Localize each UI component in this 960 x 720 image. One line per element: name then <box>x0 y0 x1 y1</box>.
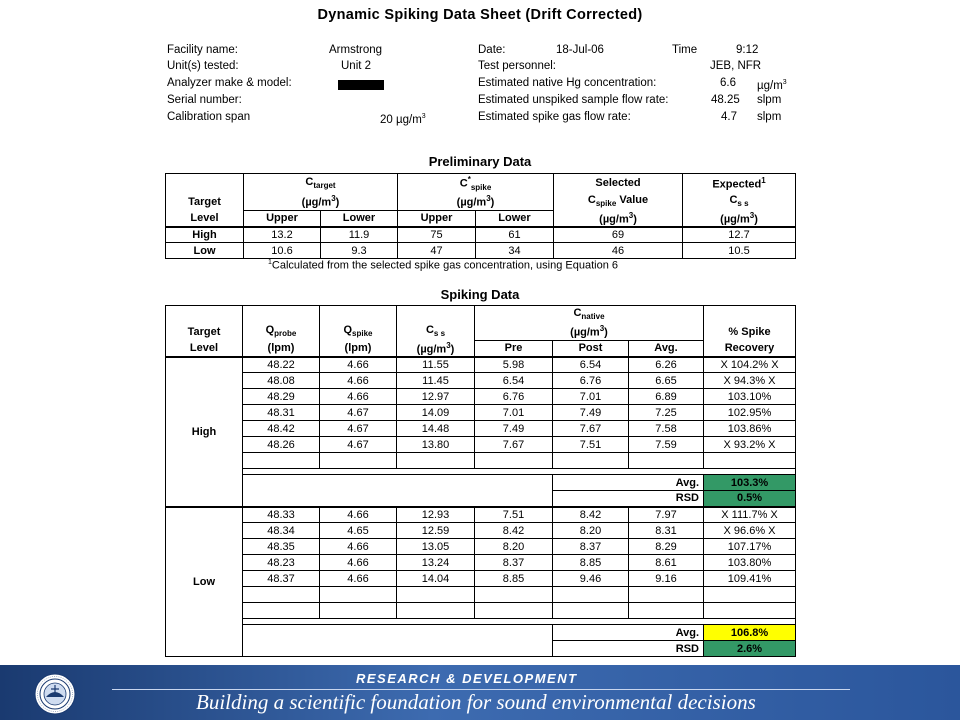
empty-cell <box>397 603 475 619</box>
spike-row-high <box>166 357 796 373</box>
cell-qspike: 4.65 <box>320 523 397 539</box>
spike-header-blank-3 <box>320 306 397 323</box>
banner-heading: RESEARCH & DEVELOPMENT <box>356 671 578 686</box>
calibration-value: 20 <box>380 113 393 126</box>
spike-row-high <box>166 421 796 437</box>
spike-header-recovery-2: Recovery <box>704 341 796 357</box>
prelim-header-blank <box>166 174 244 193</box>
sheet-title: Dynamic Spiking Data Sheet (Drift Corrected) <box>317 7 643 23</box>
high-rsd-label: RSD <box>553 491 704 507</box>
spike-header-qspike <box>320 323 397 341</box>
summary-blank <box>243 475 553 507</box>
cnative-sub: native <box>581 312 605 322</box>
css-unit: (µg/m <box>416 343 447 356</box>
spike-header-pre: Pre <box>475 341 553 357</box>
low-avg-value: 106.8% <box>704 625 796 641</box>
cell-pre: 8.37 <box>475 555 553 571</box>
spike-header-avg: Avg. <box>629 341 704 357</box>
prelim-cspike-value <box>554 193 683 211</box>
empty-cell <box>629 603 704 619</box>
prelim-selected-unit: $(\mu g/m^3)$ <box>554 211 683 227</box>
cspike-unit: (µg/m <box>456 196 487 209</box>
prelim-row-low <box>166 243 796 259</box>
prelim-header-level: Level <box>166 211 244 227</box>
spike-row-low <box>166 555 796 571</box>
cell-qprobe: 48.22 <box>243 357 320 373</box>
empty-cell <box>243 453 320 469</box>
selected-unit: (µg/m <box>599 213 629 226</box>
cell-css: 12.97 <box>397 389 475 405</box>
cell-qprobe: 48.08 <box>243 373 320 389</box>
cell-pre: 8.85 <box>475 571 553 587</box>
spiking-title: Spiking Data <box>440 287 520 302</box>
prelim-ct-upper: 10.6 <box>244 243 321 259</box>
serial-label: Serial number: <box>167 94 242 106</box>
empty-cell <box>475 453 553 469</box>
cell-pre: 7.49 <box>475 421 553 437</box>
cell-css: 14.09 <box>397 405 475 421</box>
prelim-selected: 69 <box>554 227 683 243</box>
empty-cell <box>629 587 704 603</box>
cell-qspike: 4.67 <box>320 437 397 453</box>
low-avg-row <box>166 625 796 641</box>
spike-row-empty <box>166 587 796 603</box>
empty-cell <box>243 587 320 603</box>
native-hg-unit-text: µg/m <box>757 79 783 92</box>
cell-recovery: X 93.2% X <box>704 437 796 453</box>
prelim-ct-lower: 9.3 <box>321 243 398 259</box>
date-label: Date: <box>478 44 506 56</box>
cell-recovery: X 104.2% X <box>704 357 796 373</box>
cell-post: 8.20 <box>553 523 629 539</box>
prelim-header-lower-1: Lower <box>321 211 398 227</box>
empty-cell <box>320 453 397 469</box>
cell-avg: 8.31 <box>629 523 704 539</box>
cell-qprobe: 48.35 <box>243 539 320 555</box>
cell-qspike: 4.66 <box>320 571 397 587</box>
high-rsd-value: 0.5% <box>704 491 796 507</box>
cell-pre: 6.54 <box>475 373 553 389</box>
summary-blank <box>243 625 553 657</box>
css-unit-end: ) <box>450 343 455 356</box>
cell-css: 14.48 <box>397 421 475 437</box>
cell-css: 14.04 <box>397 571 475 587</box>
prelim-level: Low <box>166 243 244 259</box>
prelim-expected: 12.7 <box>683 227 796 243</box>
cspike-value-sub: spike <box>595 199 617 209</box>
cell-qprobe: 48.23 <box>243 555 320 571</box>
spike-flow-value: 4.7 <box>721 111 737 123</box>
cell-avg: 6.89 <box>629 389 704 405</box>
prelim-cs-upper: 75 <box>398 227 476 243</box>
cspike-sub: spike <box>470 182 492 192</box>
spike-header-css <box>397 323 475 341</box>
ctarget-unit-end: ) <box>335 196 340 209</box>
cell-qprobe: 48.29 <box>243 389 320 405</box>
expected-text: Expected <box>712 178 762 191</box>
cell-qspike: 4.66 <box>320 373 397 389</box>
ctarget-c: C <box>305 176 314 189</box>
cell-pre: 7.67 <box>475 437 553 453</box>
cell-recovery: 102.95% <box>704 405 796 421</box>
cell-qprobe: 48.37 <box>243 571 320 587</box>
prelim-header-lower-2: Lower <box>476 211 554 227</box>
prelim-header-upper-2: Upper <box>398 211 476 227</box>
low-rsd-label: RSD <box>553 641 704 657</box>
spike-header-css-unit: $(\mu g/m^3)$ <box>397 341 475 357</box>
spike-level-low: Low <box>166 507 243 657</box>
empty-cell <box>320 603 397 619</box>
expected-unit: (µg/m <box>720 213 750 226</box>
cell-qspike: 4.67 <box>320 405 397 421</box>
cnative-unit-end: ) <box>604 326 608 339</box>
cell-pre: 5.98 <box>475 357 553 373</box>
spike-row-empty <box>166 603 796 619</box>
cell-post: 6.76 <box>553 373 629 389</box>
empty-cell <box>475 603 553 619</box>
native-hg-unit: $\mu g/m^3$ <box>757 79 787 92</box>
qprobe-q: Q <box>265 324 275 337</box>
spike-header-target: Target <box>166 323 243 341</box>
cell-pre: 7.01 <box>475 405 553 421</box>
spike-row-empty <box>166 453 796 469</box>
ctarget-sub: target <box>313 181 336 191</box>
spike-header-lpm-1: (lpm) <box>243 341 320 357</box>
spike-row-high <box>166 373 796 389</box>
cell-post: 7.49 <box>553 405 629 421</box>
cell-css: 13.80 <box>397 437 475 453</box>
cell-css: 13.24 <box>397 555 475 571</box>
cell-post: 6.54 <box>553 357 629 373</box>
prelim-cs-lower: 61 <box>476 227 554 243</box>
qspike-sub: spike <box>352 329 373 339</box>
cell-avg: 6.65 <box>629 373 704 389</box>
empty-cell <box>397 587 475 603</box>
calibration-label: Calibration span <box>167 111 251 123</box>
prelim-ct-upper: 13.2 <box>244 227 321 243</box>
personnel-value: JEB, NFR <box>710 60 762 72</box>
spike-row-high <box>166 437 796 453</box>
spike-header-blank-4 <box>397 306 475 323</box>
unspiked-flow-unit: slpm <box>757 94 782 106</box>
date-value: 18-Jul-06 <box>556 44 604 56</box>
ctarget-unit: (µg/m <box>301 196 332 209</box>
cspike-c: C <box>459 177 468 190</box>
empty-cell <box>629 453 704 469</box>
qprobe-sub: probe <box>274 329 297 339</box>
unit-label: Unit(s) tested: <box>167 60 239 72</box>
cspike-value-text: Value <box>619 194 649 207</box>
cell-qprobe: 48.34 <box>243 523 320 539</box>
cell-avg: 7.59 <box>629 437 704 453</box>
prelim-row-high <box>166 227 796 243</box>
empty-cell <box>397 453 475 469</box>
spike-row-low <box>166 523 796 539</box>
cell-css: 12.93 <box>397 507 475 523</box>
cell-qspike: 4.66 <box>320 389 397 405</box>
spike-level-high: High <box>166 357 243 507</box>
redaction-bar <box>338 80 384 90</box>
cell-post: 9.46 <box>553 571 629 587</box>
spike-row-low <box>166 571 796 587</box>
spike-header-level: Level <box>166 341 243 357</box>
cell-post: 7.51 <box>553 437 629 453</box>
empty-cell <box>704 603 796 619</box>
cell-recovery: 103.80% <box>704 555 796 571</box>
empty-cell <box>553 453 629 469</box>
spike-flow-label: Estimated spike gas flow rate: <box>478 111 631 123</box>
prelim-header-expected: Expected$^1$ <box>683 174 796 193</box>
spike-row-low <box>166 539 796 555</box>
cell-recovery: X 94.3% X <box>704 373 796 389</box>
empty-cell <box>704 453 796 469</box>
spike-header-post: Post <box>553 341 629 357</box>
spike-flow-unit: slpm <box>757 111 782 123</box>
prelim-css-sub: s s <box>737 199 749 209</box>
cell-css: 11.55 <box>397 357 475 373</box>
cell-recovery: 107.17% <box>704 539 796 555</box>
prelim-selected: 46 <box>554 243 683 259</box>
cell-css: 13.05 <box>397 539 475 555</box>
facility-label: Facility name: <box>167 44 238 56</box>
empty-cell <box>553 587 629 603</box>
spike-row-high <box>166 405 796 421</box>
cell-recovery: 109.41% <box>704 571 796 587</box>
low-avg-label: Avg. <box>553 625 704 641</box>
selected-unit-end: ) <box>633 213 637 226</box>
analyzer-label: Analyzer make & model: <box>167 77 292 89</box>
preliminary-table <box>165 173 796 259</box>
spike-header-blank-1 <box>166 306 243 323</box>
cell-qprobe: 48.31 <box>243 405 320 421</box>
spike-row-low <box>166 507 796 523</box>
high-avg-label: Avg. <box>553 475 704 491</box>
low-rsd-value: 2.6% <box>704 641 796 657</box>
cell-qprobe: 48.33 <box>243 507 320 523</box>
cell-avg: 8.61 <box>629 555 704 571</box>
cell-avg: 7.25 <box>629 405 704 421</box>
cspike-value-c: C <box>587 194 596 207</box>
prelim-header-target: Target <box>166 193 244 211</box>
spike-row-high <box>166 389 796 405</box>
native-hg-value: 6.6 <box>720 77 736 89</box>
empty-cell <box>243 603 320 619</box>
high-avg-value: 103.3% <box>704 475 796 491</box>
spiking-table <box>165 305 796 657</box>
calibration-span: 20 $\mu g/m^3$ <box>380 113 426 126</box>
cell-pre: 8.42 <box>475 523 553 539</box>
cnative-c: C <box>573 307 582 320</box>
personnel-label: Test personnel: <box>478 60 556 72</box>
cell-qspike: 4.66 <box>320 555 397 571</box>
cell-avg: 8.29 <box>629 539 704 555</box>
epa-seal-icon <box>34 673 76 715</box>
empty-cell <box>475 587 553 603</box>
spike-header-lpm-2: (lpm) <box>320 341 397 357</box>
cell-avg: 6.26 <box>629 357 704 373</box>
cell-pre: 7.51 <box>475 507 553 523</box>
empty-cell <box>704 587 796 603</box>
prelim-header-upper-1: Upper <box>244 211 321 227</box>
calibration-unit: µg/m <box>396 113 422 126</box>
cell-qprobe: 48.42 <box>243 421 320 437</box>
cell-avg: 7.97 <box>629 507 704 523</box>
prelim-level: High <box>166 227 244 243</box>
cell-post: 7.67 <box>553 421 629 437</box>
prelim-footnote-text: Calculated from the selected spike gas concentration, using Equation 6 <box>271 259 619 272</box>
empty-cell <box>553 603 629 619</box>
cnative-unit: (µg/m <box>570 326 600 339</box>
unspiked-flow-label: Estimated unspiked sample flow rate: <box>478 94 669 106</box>
native-hg-label: Estimated native Hg concentration: <box>478 77 657 89</box>
prelim-expected: 10.5 <box>683 243 796 259</box>
cell-recovery: X 111.7% X <box>704 507 796 523</box>
prelim-header-cspike: $C^*_{spike}$ <box>398 174 554 193</box>
cell-post: 8.37 <box>553 539 629 555</box>
prelim-header-ctarget <box>244 174 398 193</box>
spike-header-blank-5 <box>704 306 796 323</box>
spike-css-c: C <box>425 324 434 337</box>
time-label: Time <box>672 44 698 56</box>
prelim-cspike-unit: $(\mu g/m^3)$ <box>398 193 554 211</box>
prelim-header-selected: Selected <box>554 174 683 193</box>
unspiked-flow-value: 48.25 <box>711 94 740 106</box>
cell-qspike: 4.66 <box>320 357 397 373</box>
banner-tagline: Building a scientific foundation for sound environmental decisions <box>196 690 756 714</box>
time-value: 9:12 <box>736 44 759 56</box>
prelim-ctarget-unit: $(\mu g/m^3)$ <box>244 193 398 211</box>
cell-recovery: 103.86% <box>704 421 796 437</box>
cell-post: 8.85 <box>553 555 629 571</box>
qspike-q: Q <box>343 324 353 337</box>
preliminary-title: Preliminary Data <box>428 154 532 169</box>
spike-header-cnative <box>475 306 704 323</box>
cell-recovery: 103.10% <box>704 389 796 405</box>
prelim-cs-lower: 34 <box>476 243 554 259</box>
cell-css: 11.45 <box>397 373 475 389</box>
empty-cell <box>320 587 397 603</box>
high-avg-row <box>166 475 796 491</box>
unit-value: Unit 2 <box>341 60 372 72</box>
cell-pre: 6.76 <box>475 389 553 405</box>
cell-avg: 9.16 <box>629 571 704 587</box>
cell-qspike: 4.66 <box>320 539 397 555</box>
cell-qspike: 4.66 <box>320 507 397 523</box>
cell-qprobe: 48.26 <box>243 437 320 453</box>
cell-post: 8.42 <box>553 507 629 523</box>
spike-header-blank-2 <box>243 306 320 323</box>
cspike-unit-end: ) <box>490 196 495 209</box>
cell-qspike: 4.67 <box>320 421 397 437</box>
spike-header-recovery-1: % Spike <box>704 323 796 341</box>
facility-value: Armstrong <box>329 44 383 56</box>
prelim-cs-upper: 47 <box>398 243 476 259</box>
prelim-expected-unit: $(\mu g/m^3)$ <box>683 211 796 227</box>
spike-header-qprobe <box>243 323 320 341</box>
prelim-css <box>683 193 796 211</box>
prelim-ct-lower: 11.9 <box>321 227 398 243</box>
research-banner <box>0 665 960 720</box>
prelim-footnote: $^1$Calculated from the selected spike gas concentration, using Equation 6 <box>268 259 619 272</box>
spike-header-cnative-unit: $(\mu g/m^3)$ <box>475 323 704 341</box>
cell-post: 7.01 <box>553 389 629 405</box>
cell-avg: 7.58 <box>629 421 704 437</box>
expected-unit-end: ) <box>754 213 758 226</box>
cell-css: 12.59 <box>397 523 475 539</box>
prelim-css-c: C <box>729 194 738 207</box>
cell-recovery: X 96.6% X <box>704 523 796 539</box>
cell-pre: 8.20 <box>475 539 553 555</box>
spike-css-sub: s s <box>433 329 446 339</box>
